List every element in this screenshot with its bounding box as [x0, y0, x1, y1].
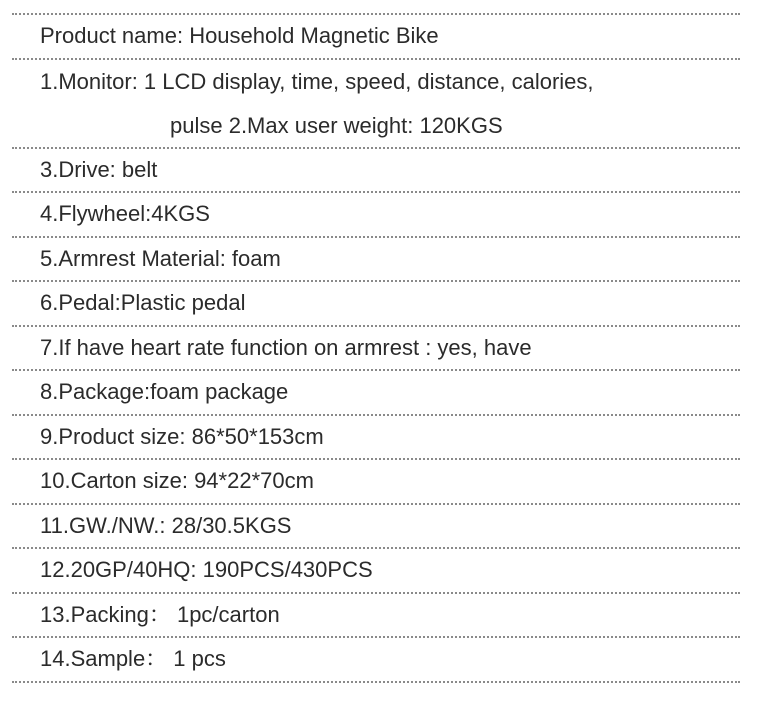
spec-text: 3.Drive: belt — [40, 156, 158, 182]
spec-row-sample — [12, 638, 740, 683]
spec-text: 11.GW./NW.: 28/30.5KGS — [40, 512, 292, 538]
spec-text: 12.20GP/40HQ: 190PCS/430PCS — [40, 557, 373, 583]
spec-row-heart-rate — [12, 327, 740, 372]
spec-text: 13.Packing： 1pc/carton — [40, 601, 280, 627]
spec-row-pedal — [12, 282, 740, 327]
spec-row-package — [12, 371, 740, 416]
spec-row-carton-size — [12, 460, 740, 505]
spec-row-flywheel — [12, 193, 740, 238]
spec-row-armrest — [12, 238, 740, 283]
spec-row-packing — [12, 594, 740, 639]
spec-text: 6.Pedal:Plastic pedal — [40, 290, 246, 316]
spec-row-monitor — [12, 60, 740, 149]
spec-text: Product name: Household Magnetic Bike — [40, 23, 439, 49]
spec-row-product-name — [12, 15, 740, 60]
spec-text: 8.Package:foam package — [40, 379, 289, 405]
spec-row-weight — [12, 505, 740, 550]
spec-row-product-size — [12, 416, 740, 461]
spec-text: 9.Product size: 86*50*153cm — [40, 423, 324, 449]
spec-text: pulse 2.Max user weight: 120KGS — [170, 112, 503, 138]
spec-row-container — [12, 549, 740, 594]
spec-row-drive — [12, 149, 740, 194]
spec-text: 4.Flywheel:4KGS — [40, 201, 210, 227]
spec-text: 14.Sample： 1 pcs — [40, 646, 226, 672]
spec-text: 7.If have heart rate function on armrest : yes, have — [40, 334, 532, 360]
spec-text: 1.Monitor: 1 LCD display, time, speed, distance, calories, — [40, 68, 594, 94]
spec-text: 5.Armrest Material: foam — [40, 245, 281, 271]
spec-text: 10.Carton size: 94*22*70cm — [40, 468, 314, 494]
spec-sheet — [12, 13, 740, 683]
